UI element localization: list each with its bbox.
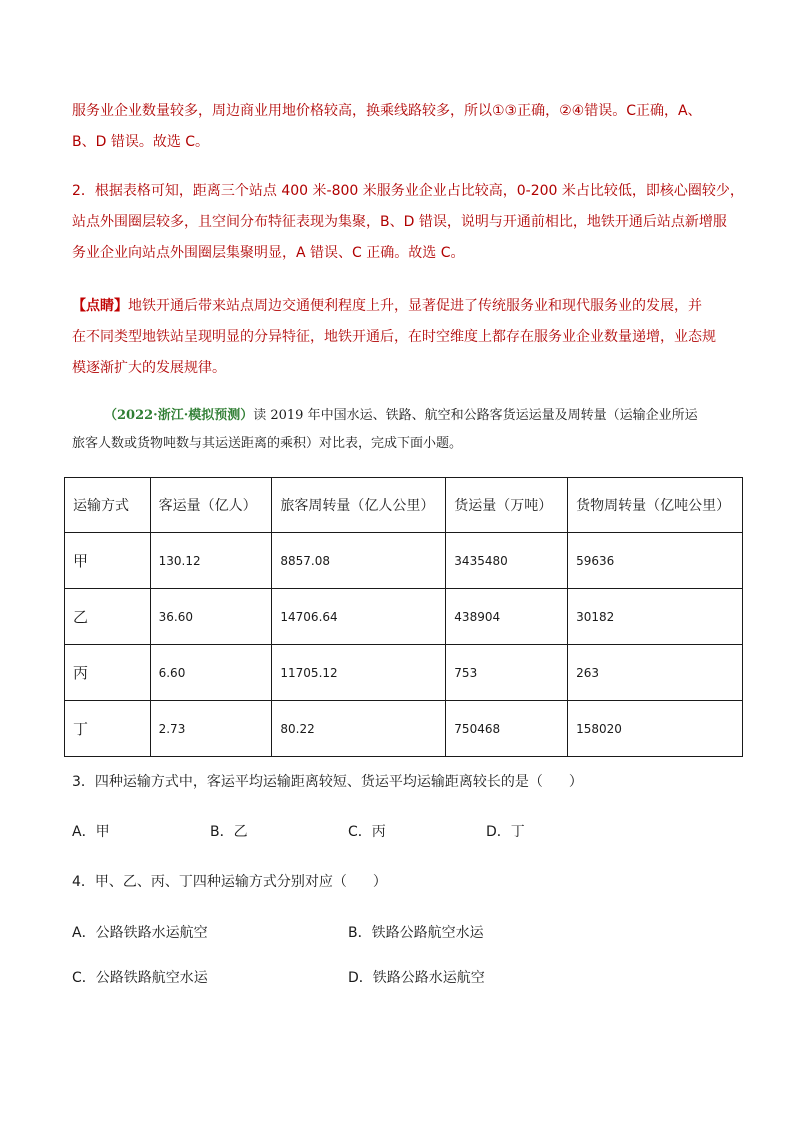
table-row xyxy=(65,645,743,701)
comment-line: 在不同类型地铁站呈现明显的分异特征，地铁开通后，在时空维度上都存在服务业企业数量递增，业态规 xyxy=(72,329,716,345)
table-cell: 6.60 xyxy=(150,645,272,701)
table-cell: 乙 xyxy=(65,589,151,645)
question-close-paren: ） xyxy=(372,874,387,890)
table-cell: 130.12 xyxy=(150,533,272,589)
question-text: 甲、乙、丙、丁四种运输方式分别对应（ xyxy=(94,874,347,890)
table-cell: 753 xyxy=(446,645,568,701)
table-cell: 263 xyxy=(568,645,743,701)
table-header-cell: 货运量（万吨） xyxy=(446,478,568,533)
table-row xyxy=(65,533,743,589)
comment-line: 地铁开通后带来站点周边交通便利程度上升，显著促进了传统服务业和现代服务业的发展，并 xyxy=(128,298,702,314)
question-4-option-d[interactable]: D．铁路公路水运航空 xyxy=(348,970,485,986)
question-4-stem xyxy=(72,871,387,891)
answer-line: B、D 错误。故选 C。 xyxy=(72,134,210,150)
table-row xyxy=(65,701,743,757)
question-number: 4． xyxy=(72,874,95,890)
question-4-option-a[interactable]: A．公路铁路水运航空 xyxy=(72,925,208,941)
comment-paragraph xyxy=(72,291,732,384)
comment-tag: 【点睛】 xyxy=(72,298,128,314)
question-3-option-a[interactable]: A．甲 xyxy=(72,824,110,840)
table-cell: 36.60 xyxy=(150,589,272,645)
table-cell: 丙 xyxy=(65,645,151,701)
table-header-row xyxy=(65,478,743,533)
table-header-cell: 货物周转量（亿吨公里） xyxy=(568,478,743,533)
table-cell: 438904 xyxy=(446,589,568,645)
question-3-option-d[interactable]: D．丁 xyxy=(486,824,525,840)
comment-line: 模逐渐扩大的发展规律。 xyxy=(72,360,226,376)
table-header-cell: 客运量（亿人） xyxy=(150,478,272,533)
question-number: 3． xyxy=(72,774,95,790)
source-tag: （2022·浙江·模拟预测） xyxy=(104,408,254,423)
answer-line: 2．根据表格可知，距离三个站点 400 米-800 米服务业企业占比较高，0-200 米占比较低，即核心圈较少， xyxy=(72,183,744,199)
answer-line: 站点外围圈层较多，且空间分布特征表现为集聚，B、D 错误，说明与开通前相比，地铁开通后站点新增服 xyxy=(72,214,727,230)
table-row xyxy=(65,589,743,645)
intro-line: 旅客人数或货物吨数与其运送距离的乘积）对比表，完成下面小题。 xyxy=(72,436,463,451)
question-4-option-b[interactable]: B．铁路公路航空水运 xyxy=(348,925,484,941)
table-cell: 14706.64 xyxy=(272,589,446,645)
question-text: 四种运输方式中，客运平均运输距离较短、货运平均运输距离较长的是（ xyxy=(94,774,543,790)
table-cell: 158020 xyxy=(568,701,743,757)
answer-paragraph-2 xyxy=(72,176,744,269)
question-close-paren: ） xyxy=(568,774,583,790)
question-3-stem xyxy=(72,771,583,791)
table-cell: 甲 xyxy=(65,533,151,589)
answer-line: 务业企业向站点外围圈层集聚明显，A 错误、C 正确。故选 C。 xyxy=(72,245,465,261)
question-4-option-c[interactable]: C．公路铁路航空水运 xyxy=(72,970,208,986)
table-cell: 80.22 xyxy=(272,701,446,757)
table-cell: 11705.12 xyxy=(272,645,446,701)
table-header-cell: 旅客周转量（亿人公里） xyxy=(272,478,446,533)
question-3-option-c[interactable]: C．丙 xyxy=(348,824,386,840)
table-cell: 8857.08 xyxy=(272,533,446,589)
table-cell: 30182 xyxy=(568,589,743,645)
table-cell: 59636 xyxy=(568,533,743,589)
table-cell: 3435480 xyxy=(446,533,568,589)
table-cell: 750468 xyxy=(446,701,568,757)
answer-line: 服务业企业数量较多，周边商业用地价格较高，换乘线路较多，所以①③正确，②④错误。C正确，A、 xyxy=(72,103,702,119)
question-intro xyxy=(72,402,732,458)
transport-table xyxy=(64,477,743,757)
table-cell: 丁 xyxy=(65,701,151,757)
table-cell: 2.73 xyxy=(150,701,272,757)
answer-paragraph-1 xyxy=(72,96,732,158)
question-3-option-b[interactable]: B．乙 xyxy=(210,824,248,840)
table-header-cell: 运输方式 xyxy=(65,478,151,533)
intro-line: 读 2019 年中国水运、铁路、航空和公路客货运运量及周转量（运输企业所运 xyxy=(253,408,698,423)
